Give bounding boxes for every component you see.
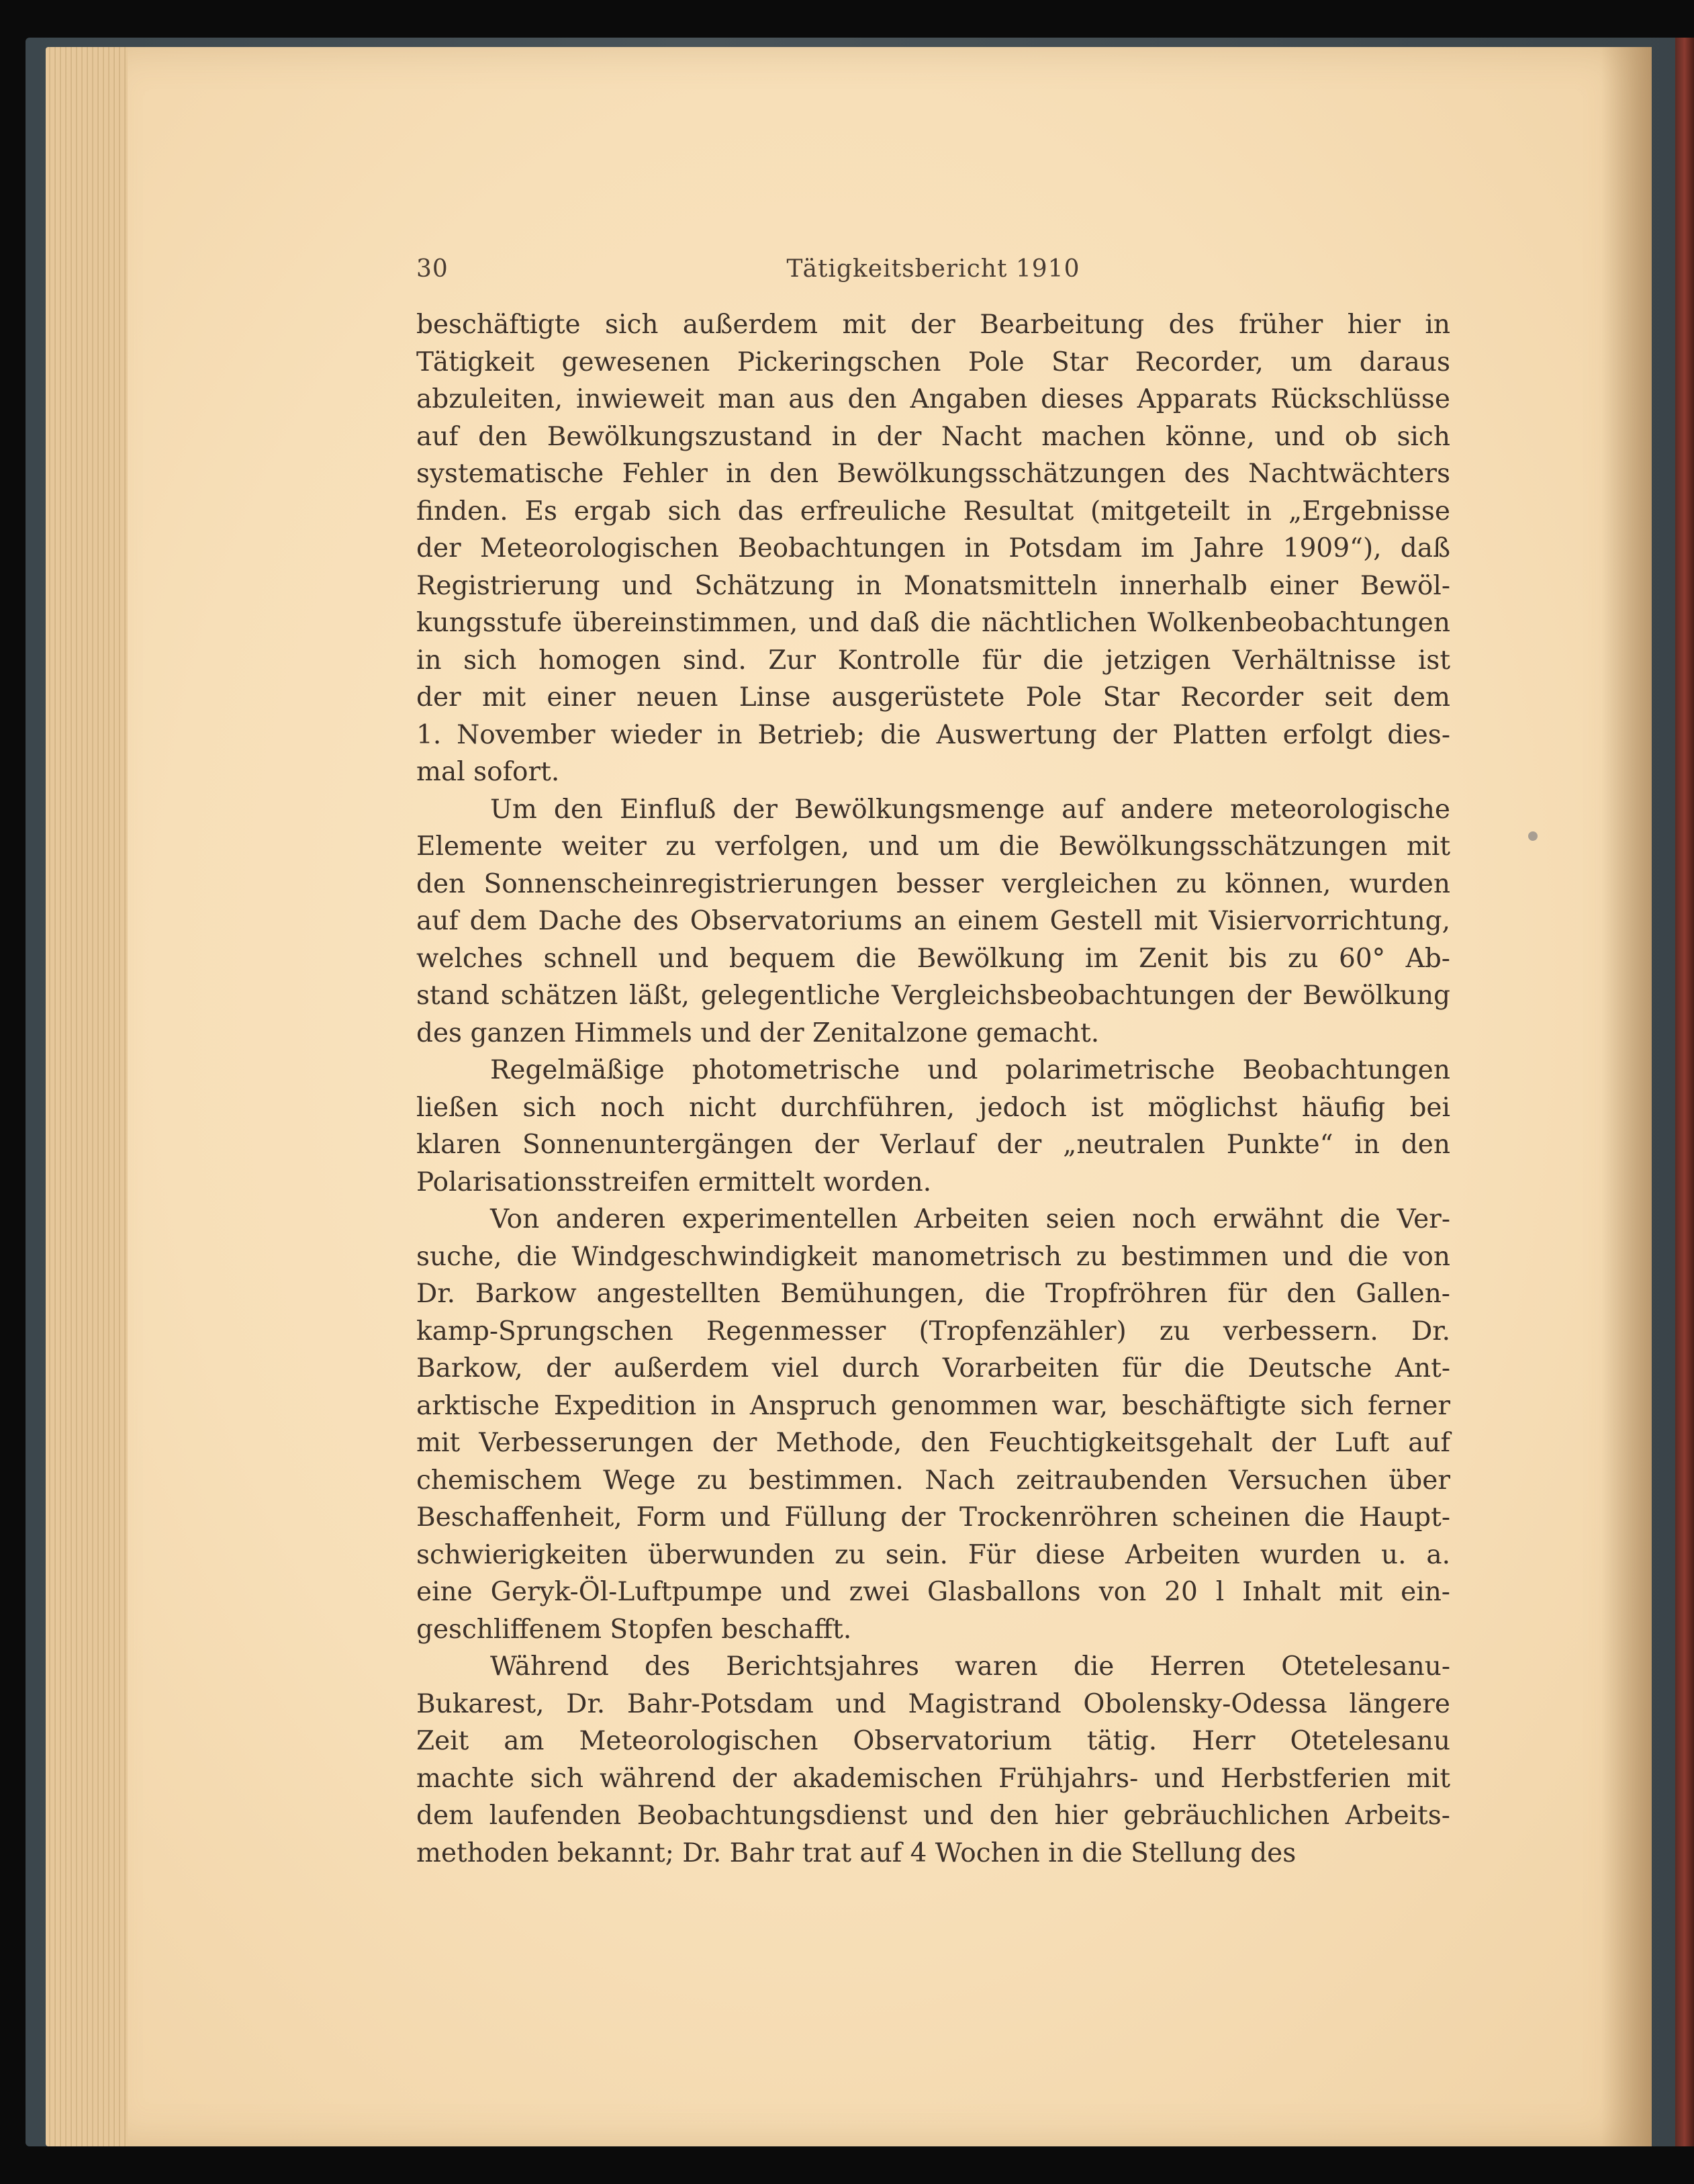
text-line: machte sich während der akademischen Frühjahrs- und Herbstferien mit <box>416 1763 1450 1794</box>
text-line: mal sofort. <box>416 757 560 787</box>
text-line: Von anderen experimentellen Arbeiten seien noch erwähnt die Ver- <box>490 1204 1450 1234</box>
page-number: 30 <box>416 255 449 283</box>
text-line: Zeit am Meteorologischen Observatorium tätig. Herr Otetelesanu <box>416 1726 1450 1756</box>
text-line: ließen sich noch nicht durchführen, jedoch ist möglichst häufig bei <box>416 1092 1450 1123</box>
text-line: den Sonnenscheinregistrierungen besser vergleichen zu können, wurden <box>416 868 1450 899</box>
text-line: Während des Berichtsjahres waren die Herren Otetelesanu- <box>490 1651 1450 1682</box>
text-line: chemischem Wege zu bestimmen. Nach zeitraubenden Versuchen über <box>416 1465 1450 1496</box>
text-line: auf den Bewölkungszustand in der Nacht machen könne, und ob sich <box>416 421 1450 452</box>
text-line: Dr. Barkow angestellten Bemühungen, die Tropfröhren für den Gallen- <box>416 1279 1450 1309</box>
text-line: Beschaffenheit, Form und Füllung der Trockenröhren scheinen die Haupt- <box>416 1502 1450 1533</box>
text-line: der mit einer neuen Linse ausgerüstete Pole Star Recorder seit dem <box>416 682 1450 713</box>
paragraph <box>416 1648 1450 1872</box>
text-line: kamp-Sprungschen Regenmesser (Tropfenzähler) zu verbessern. Dr. <box>416 1316 1450 1347</box>
text-line: der Meteorologischen Beobachtungen in Potsdam im Jahre 1909“), daß <box>416 533 1450 563</box>
text-line: 1. November wieder in Betrieb; die Auswertung der Platten erfolgt dies- <box>416 719 1450 750</box>
text-line: Barkow, der außerdem viel durch Vorarbeiten für die Deutsche Ant- <box>416 1353 1450 1383</box>
paragraph <box>416 1201 1450 1648</box>
text-line: methoden bekannt; Dr. Bahr trat auf 4 Wochen in die Stellung des <box>416 1837 1297 1868</box>
text-line: Tätigkeit gewesenen Pickeringschen Pole Star Recorder, um daraus <box>416 347 1450 377</box>
book-spine-edge <box>1675 38 1694 2146</box>
text-line: geschliffenem Stopfen beschafft. <box>416 1614 852 1645</box>
text-line: Um den Einfluß der Bewölkungsmenge auf andere meteorologische <box>490 794 1450 825</box>
text-line: des ganzen Himmels und der Zenitalzone gemacht. <box>416 1017 1100 1048</box>
page-header <box>416 250 1450 290</box>
text-line: finden. Es ergab sich das erfreuliche Resultat (mitgeteilt in „Ergebnisse <box>416 496 1450 527</box>
text-line: schwierigkeiten überwunden zu sein. Für diese Arbeiten wurden u. a. <box>416 1539 1450 1570</box>
paragraph <box>416 306 1450 791</box>
paragraph <box>416 1052 1450 1201</box>
text-line: Elemente weiter zu verfolgen, und um die Bewölkungsschätzungen mit <box>416 831 1450 862</box>
text-line: suche, die Windgeschwindigkeit manometrisch zu bestimmen und die von <box>416 1241 1450 1272</box>
text-line: beschäftigte sich außerdem mit der Bearbeitung des früher hier in <box>416 310 1450 340</box>
paper-spot <box>1528 831 1538 841</box>
page-gutter-shadow <box>1601 47 1652 2146</box>
text-line: auf dem Dache des Observatoriums an einem Gestell mit Visiervorrichtung, <box>416 906 1450 936</box>
text-line: klaren Sonnenuntergängen der Verlauf der „neutralen Punkte“ in den <box>416 1130 1450 1160</box>
text-line: Regelmäßige photometrische und polarimetrische Beobachtungen <box>490 1055 1450 1085</box>
text-line: arktische Expedition in Anspruch genommen war, beschäftigte sich ferner <box>416 1390 1450 1421</box>
text-line: eine Geryk-Öl-Luftpumpe und zwei Glasballons von 20 l Inhalt mit ein- <box>416 1577 1450 1607</box>
page-edges <box>46 47 133 2146</box>
text-line: Registrierung und Schätzung in Monatsmitteln innerhalb einer Bewöl- <box>416 570 1450 601</box>
text-line: mit Verbesserungen der Methode, den Feuchtigkeitsgehalt der Luft auf <box>416 1428 1450 1458</box>
body-text <box>416 306 1450 1872</box>
paragraph <box>416 791 1450 1052</box>
text-line: welches schnell und bequem die Bewölkung im Zenit bis zu 60° Ab- <box>416 943 1450 974</box>
text-line: kungsstufe übereinstimmen, und daß die nächtlichen Wolkenbeobachtungen <box>416 608 1450 638</box>
text-line: Polarisationsstreifen ermittelt worden. <box>416 1167 932 1197</box>
text-line: dem laufenden Beobachtungsdienst und den hier gebräuchlichen Arbeits- <box>416 1801 1450 1831</box>
text-line: stand schätzen läßt, gelegentliche Vergleichsbeobachtungen der Bewölkung <box>416 981 1450 1011</box>
text-line: abzuleiten, inwieweit man aus den Angaben dieses Apparats Rückschlüsse <box>416 384 1450 414</box>
text-line: Bukarest, Dr. Bahr-Potsdam und Magistrand Obolensky-Odessa längere <box>416 1688 1450 1719</box>
text-line: in sich homogen sind. Zur Kontrolle für die jetzigen Verhältnisse ist <box>416 645 1450 676</box>
running-title: Tätigkeitsbericht 1910 <box>786 255 1080 283</box>
text-line: systematische Fehler in den Bewölkungsschätzungen des Nachtwächters <box>416 459 1450 489</box>
